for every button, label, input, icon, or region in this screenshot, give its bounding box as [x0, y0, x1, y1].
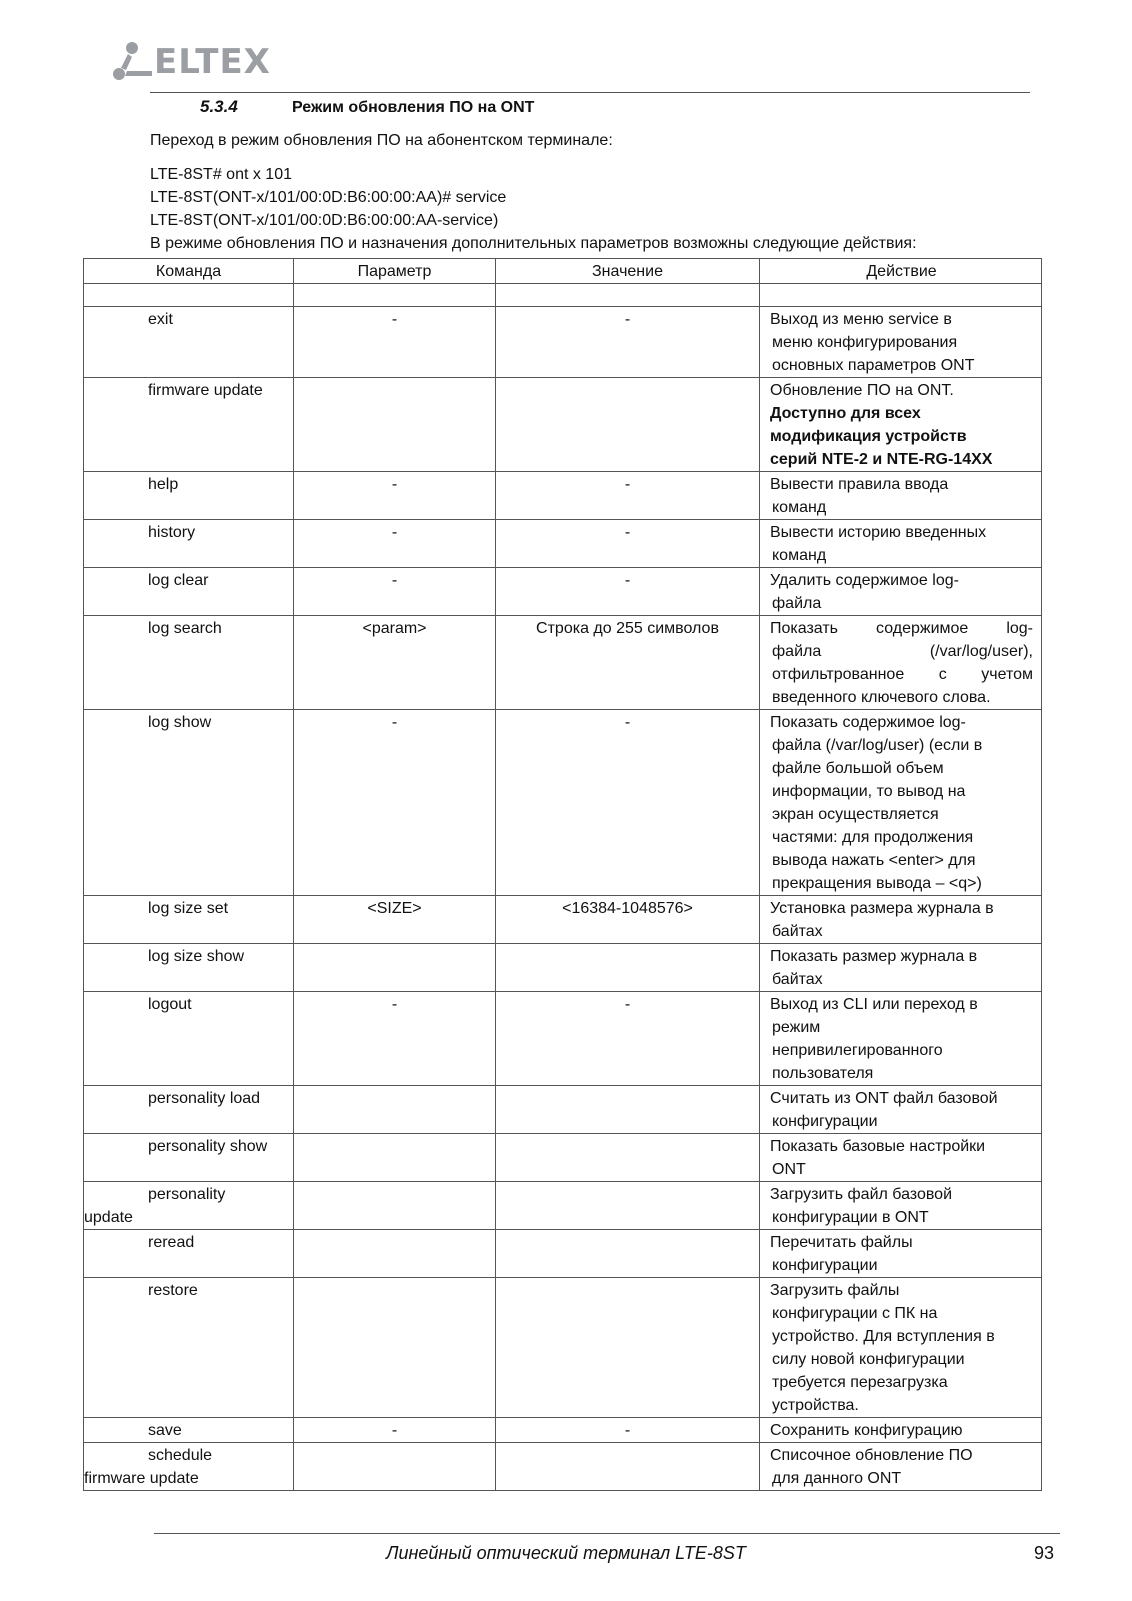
action-text-line: Вывести историю введенных [770, 524, 987, 541]
table-empty-cell [294, 284, 496, 307]
command-text: firmware update [148, 382, 263, 399]
value-cell: - [496, 307, 760, 378]
parameter-cell: - [294, 992, 496, 1086]
value-cell [496, 1182, 760, 1230]
action-text-line: файла (/var/log/user) (если в [772, 737, 983, 754]
action-text-line: Показать базовые настройки [770, 1138, 986, 1155]
action-cell [760, 616, 1042, 710]
command-cell [84, 472, 294, 520]
command-text: logout [148, 996, 192, 1013]
action-cell [760, 710, 1042, 896]
command-text: log clear [148, 572, 209, 589]
value-cell: - [496, 520, 760, 568]
action-text-line: меню конфигурирования [772, 334, 958, 351]
command-cell [84, 944, 294, 992]
action-text-line: для данного ONT [772, 1470, 902, 1487]
table-empty-cell [496, 284, 760, 307]
value-cell [496, 1278, 760, 1418]
action-text-line: пользователя [772, 1065, 874, 1082]
parameter-cell [294, 1086, 496, 1134]
table-row [84, 616, 1042, 710]
value-cell: - [496, 710, 760, 896]
action-text-line: Показать размер журнала в [770, 948, 978, 965]
table-header-cell: Действие [760, 259, 1042, 284]
command-cell [84, 1418, 294, 1443]
action-text-line: устройства. [772, 1397, 859, 1414]
action-bold-line: Доступно для всех [770, 405, 921, 422]
action-cell [760, 992, 1042, 1086]
value-cell [496, 1134, 760, 1182]
command-cell [84, 568, 294, 616]
command-cell [84, 1443, 294, 1491]
footer-divider [154, 1533, 1060, 1534]
action-text-line: файла [772, 595, 822, 612]
command-text-line: firmware update [84, 1470, 199, 1487]
command-text: save [148, 1422, 182, 1439]
command-text: log search [148, 620, 222, 637]
action-text-line: требуется перезагрузка [772, 1374, 948, 1391]
action-text-line: отфильтрованное с учетом [772, 666, 1033, 683]
section-title: Режим обновления ПО на ONT [292, 99, 535, 116]
table-empty-row [84, 284, 1042, 307]
parameter-cell [294, 1230, 496, 1278]
action-text-line: информации, то вывод на [772, 783, 966, 800]
parameter-cell [294, 1182, 496, 1230]
action-text-line: Установка размера журнала в [770, 900, 994, 917]
parameter-cell: - [294, 568, 496, 616]
table-row [84, 1443, 1042, 1491]
command-cell [84, 616, 294, 710]
action-text-line: устройство. Для вступления в [772, 1328, 995, 1345]
table-empty-cell [84, 284, 294, 307]
parameter-cell [294, 944, 496, 992]
value-cell [496, 378, 760, 472]
action-text-line: Сохранить конфигурацию [770, 1422, 963, 1439]
value-cell: - [496, 472, 760, 520]
action-cell [760, 378, 1042, 472]
action-cell [760, 568, 1042, 616]
command-text-line: personality [148, 1186, 226, 1203]
table-row [84, 1182, 1042, 1230]
action-text-line: конфигурации с ПК на [772, 1305, 938, 1322]
command-cell [84, 1134, 294, 1182]
action-text-line: байтах [772, 923, 823, 940]
action-cell [760, 1443, 1042, 1491]
parameter-cell: - [294, 307, 496, 378]
value-cell [496, 1443, 760, 1491]
parameter-cell [294, 1134, 496, 1182]
value-cell [496, 944, 760, 992]
action-text-line: непривилегированного [772, 1042, 943, 1059]
value-cell [496, 1086, 760, 1134]
command-cell [84, 1230, 294, 1278]
table-row [84, 1278, 1042, 1418]
action-text-line: байтах [772, 971, 823, 988]
action-cell [760, 1086, 1042, 1134]
action-text-line: команд [772, 499, 827, 516]
action-text-line: вывода нажать <enter> для [772, 852, 976, 869]
action-text-line: частями: для продолжения [772, 829, 974, 846]
eltex-logo-mark-icon [112, 40, 156, 84]
table-row [84, 992, 1042, 1086]
command-cell [84, 710, 294, 896]
page-number: 93 [1034, 1543, 1055, 1563]
section-number: 5.3.4 [200, 97, 238, 116]
command-text: history [148, 524, 196, 541]
command-text: personality show [148, 1138, 268, 1155]
table-row [84, 307, 1042, 378]
command-cell [84, 378, 294, 472]
parameter-cell: - [294, 472, 496, 520]
parameter-cell: - [294, 710, 496, 896]
parameter-cell: - [294, 1418, 496, 1443]
action-text-line: Загрузить файл базовой [770, 1186, 953, 1203]
command-text: help [148, 476, 179, 493]
table-row [84, 568, 1042, 616]
footer-title: Линейный оптический терминал LTE-8ST [386, 1543, 746, 1563]
command-text: restore [148, 1282, 198, 1299]
action-text-line: конфигурации [772, 1257, 878, 1274]
command-cell [84, 896, 294, 944]
table-header-cell: Параметр [294, 259, 496, 284]
table-row [84, 710, 1042, 896]
commands-table [83, 258, 1042, 1491]
command-text: reread [148, 1234, 195, 1251]
action-text-line: Показать содержимое log- [770, 620, 1033, 637]
parameter-cell [294, 378, 496, 472]
table-row [84, 1230, 1042, 1278]
action-cell [760, 1134, 1042, 1182]
action-text-line: Загрузить файлы [770, 1282, 900, 1299]
table-header-cell: Значение [496, 259, 760, 284]
action-text-line: Списочное обновление ПО [770, 1447, 973, 1464]
command-text: exit [148, 311, 173, 328]
command-cell [84, 1278, 294, 1418]
action-cell [760, 307, 1042, 378]
table-header-row [84, 259, 1042, 284]
action-text-line: конфигурации [772, 1113, 878, 1130]
value-cell: - [496, 992, 760, 1086]
action-text-line: конфигурации в ONT [772, 1209, 929, 1226]
command-text-line: schedule [148, 1447, 213, 1464]
action-text-line: Считать из ONT файл базовой [770, 1090, 998, 1107]
action-cell [760, 1230, 1042, 1278]
parameter-cell [294, 1443, 496, 1491]
action-text-line: прекращения вывода – <q>) [772, 875, 982, 892]
command-text: personality load [148, 1090, 261, 1107]
header-divider [150, 92, 1030, 93]
cli-line-1: LTE-8ST# ont x 101 [150, 166, 292, 183]
action-bold-line: модификация устройств [770, 428, 967, 445]
command-cell [84, 1182, 294, 1230]
cli-line-2: LTE-8ST(ONT-x/101/00:0D:B6:00:00:AA)# service [150, 189, 507, 206]
value-cell: Строка до 255 символов [496, 616, 760, 710]
action-cell [760, 1182, 1042, 1230]
action-text-line: силу новой конфигурации [772, 1351, 965, 1368]
table-row [84, 1418, 1042, 1443]
table-header-cell: Команда [84, 259, 294, 284]
value-cell [496, 1230, 760, 1278]
table-row [84, 520, 1042, 568]
value-cell: <16384-1048576> [496, 896, 760, 944]
parameter-cell: <SIZE> [294, 896, 496, 944]
section-heading [200, 96, 534, 119]
command-text-line: update [84, 1209, 133, 1226]
action-text-line: команд [772, 547, 827, 564]
action-text-line: файла (/var/log/user), [772, 643, 1033, 660]
command-cell [84, 520, 294, 568]
action-cell [760, 896, 1042, 944]
command-text: log size set [148, 900, 229, 917]
action-text-line: Обновление ПО на ONT. [770, 382, 954, 399]
cli-line-3: LTE-8ST(ONT-x/101/00:0D:B6:00:00:AA-service) [150, 212, 499, 229]
action-text-line: файле большой объем [772, 760, 944, 777]
action-cell [760, 472, 1042, 520]
action-text-line: режим [772, 1019, 821, 1036]
table-row [84, 1086, 1042, 1134]
table-row [84, 896, 1042, 944]
action-text-line: экран осуществляется [772, 806, 939, 823]
table-empty-cell [760, 284, 1042, 307]
action-text-line: Удалить содержимое log- [770, 572, 959, 589]
value-cell: - [496, 568, 760, 616]
parameter-cell [294, 1278, 496, 1418]
value-cell: - [496, 1418, 760, 1443]
action-cell [760, 1278, 1042, 1418]
action-cell [760, 1418, 1042, 1443]
command-text: log size show [148, 948, 245, 965]
command-cell [84, 307, 294, 378]
action-text-line: Выход из CLI или переход в [770, 996, 978, 1013]
table-row [84, 1134, 1042, 1182]
action-cell [760, 944, 1042, 992]
command-cell [84, 1086, 294, 1134]
action-bold-line: серий NTE-2 и NTE-RG-14XX [770, 451, 993, 468]
table-row [84, 378, 1042, 472]
logo-text: ELTEX [154, 42, 271, 82]
action-text-line: Вывести правила ввода [770, 476, 949, 493]
action-text-line: Показать содержимое log- [770, 714, 966, 731]
action-text-line: Выход из меню service в [770, 311, 952, 328]
table-intro: В режиме обновления ПО и назначения дополнительных параметров возможны следующие действия: [150, 235, 917, 252]
table-row [84, 472, 1042, 520]
table-row [84, 944, 1042, 992]
parameter-cell: <param> [294, 616, 496, 710]
intro-text: Переход в режим обновления ПО на абонентском терминале: [150, 132, 613, 149]
action-text-line: введенного ключевого слова. [772, 689, 991, 706]
action-text-line: Перечитать файлы [770, 1234, 913, 1251]
command-text: log show [148, 714, 212, 731]
parameter-cell: - [294, 520, 496, 568]
command-cell [84, 992, 294, 1086]
action-text-line: основных параметров ONT [772, 357, 975, 374]
action-cell [760, 520, 1042, 568]
action-text-line: ONT [772, 1161, 806, 1178]
eltex-logo [112, 40, 282, 84]
